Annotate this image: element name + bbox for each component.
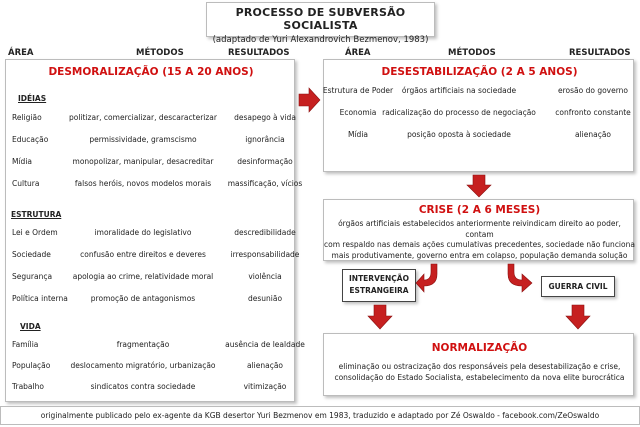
arrow-down-icon [467,175,491,197]
row-method: falsos heróis, novos modelos morais [74,179,212,188]
row-method: deslocamento migratório, urbanização [70,361,216,370]
row-result: alienação [574,130,612,139]
header-methods-right: MÉTODOS [448,48,496,58]
row-method: órgãos artificiais na sociedade [401,86,517,95]
row-method: politizar, comercializar, descaracterizar [69,113,217,122]
crisis-description [324,219,635,261]
civil-war-box [541,276,615,297]
header-area-right: ÁREA [345,48,371,58]
group-ideas-label: IDÉIAS [18,94,47,103]
demoralization-title: DESMORALIZAÇÃO (15 A 20 ANOS) [48,66,254,78]
normalization-description [324,362,635,383]
header-area-left: ÁREA [8,48,34,58]
row-result: desapego à vida [234,113,296,122]
row-result: confronto constante [555,108,631,117]
foreign-intervention-box [342,269,416,302]
page-subtitle: (adaptado de Yuri Alexandrovich Bezmenov, 1983) [212,35,429,45]
row-result: desunião [247,294,283,303]
civil-war-label: GUERRA CIVIL [548,282,608,291]
demoralization-box [5,59,305,402]
row-method: posição oposta à sociedade [407,130,511,139]
row-result: desinformação [237,157,293,166]
row-area: Estrutura de Poder [322,86,394,95]
row-area: Lei e Ordem [12,228,58,237]
row-area: Mídia [12,157,32,166]
intervention-line: INTERVENÇÃO [349,274,409,283]
crisis-title: CRISE (2 A 6 MESES) [418,204,541,216]
destabilization-title: DESESTABILIZAÇÃO (2 A 5 ANOS) [381,66,578,78]
row-method: permissividade, gramscismo [89,135,197,144]
header-results-right: RESULTADOS [569,48,631,58]
row-method: confusão entre direitos e deveres [80,250,206,259]
row-result: massificação, vícios [227,179,303,188]
row-area: Educação [12,135,49,144]
group-structure-label: ESTRUTURA [11,210,62,219]
row-method: promoção de antagonismos [90,294,196,303]
row-method: fragmentação [116,340,170,349]
row-area: Trabalho [12,382,44,391]
row-result: violência [248,272,282,281]
row-area: Sociedade [12,250,51,259]
normalization-box [323,333,634,396]
arrow-right-icon [299,88,321,112]
page-title: PROCESSO DE SUBVERSÃO SOCIALISTA [235,6,406,32]
crisis-line: mais produtivamente, governo entra em colapso, população demanda solução [331,250,628,260]
normalization-line: eliminação ou ostracização dos responsáveis pela desestabilização e crise, [338,362,621,371]
title-box [206,2,435,45]
row-result: ignorância [245,135,285,144]
arrow-curve-right-icon [506,264,536,298]
destabilization-box [323,59,634,172]
arrow-down-icon [368,305,392,329]
row-result: ausência de lealdade [225,340,305,349]
row-result: descredibilidade [234,228,296,237]
footer-credit: originalmente publicado pelo ex-agente da KGB desertor Yuri Bezmenov em 1983, traduzido e adaptado por Zé Oswaldo - facebook.com/ZeOswaldo [0,406,640,425]
row-result: alienação [246,361,284,370]
row-method: monopolizar, manipular, desacreditar [72,157,214,166]
crisis-line: com respaldo nas demais ações cumulativas precedentes, sociedade não funciona [324,240,635,249]
normalization-title: NORMALIZAÇÃO [431,342,528,354]
row-area: População [12,361,51,370]
row-area: Política interna [12,294,68,303]
row-method: radicalização do processo de negociação [382,108,536,117]
row-method: imoralidade do legislativo [94,228,192,237]
row-area: Mídia [348,130,368,139]
intervention-line: ESTRANGEIRA [349,286,409,295]
crisis-line: órgãos artificiais estabelecidos anteriormente reivindicam direito ao poder, contam [338,219,621,239]
crisis-box [323,199,634,261]
row-area: Cultura [12,179,40,188]
arrow-down-icon [566,305,590,329]
row-area: Segurança [12,272,53,281]
row-result: irresponsabilidade [230,250,300,259]
header-methods-left: MÉTODOS [136,48,184,58]
normalization-line: consolidação do Estado Socialista, estabelecimento da nova elite burocrática [334,372,625,382]
arrow-curve-left-icon [416,264,440,298]
row-method: apologia ao crime, relatividade moral [72,272,214,281]
header-results-left: RESULTADOS [228,48,290,58]
row-area: Família [12,340,39,349]
row-result: vitimização [243,382,287,391]
row-result: erosão do governo [557,86,629,95]
row-area: Religião [12,113,42,122]
row-method: sindicatos contra sociedade [90,382,196,391]
row-area: Economia [339,108,377,117]
group-life-label: VIDA [20,322,41,331]
